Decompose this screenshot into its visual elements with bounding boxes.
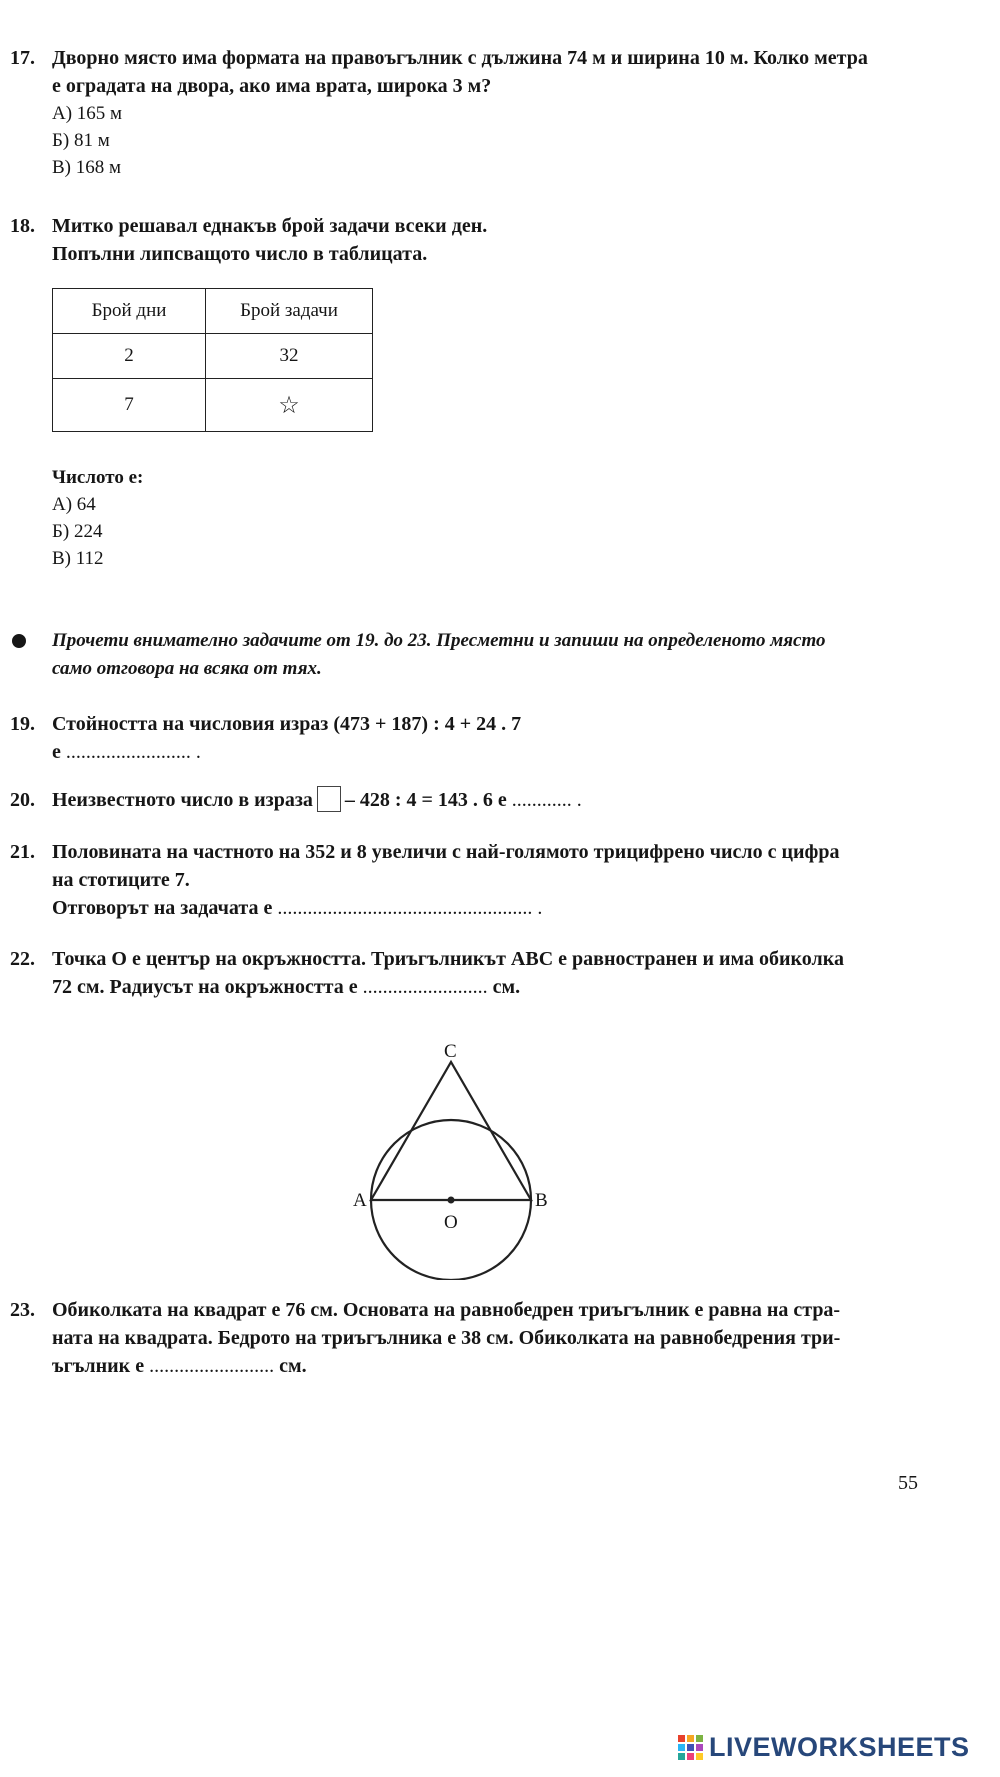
question-text: 72 см. Радиусът на окръжността е xyxy=(52,976,358,998)
data-table xyxy=(52,288,373,432)
question-text: – 428 : 4 = 143 . 6 е xyxy=(344,789,507,811)
option-c[interactable]: В) 168 м xyxy=(52,157,122,178)
label-c: C xyxy=(444,1041,457,1062)
answer-blank[interactable]: ......................... xyxy=(144,1355,280,1377)
question-text-line: Точка О е център на окръжността. Триъгълникът АВС е равностранен и има обиколка xyxy=(52,948,844,970)
instruction-line: Прочети внимателно задачите от 19. до 23. Пресметни и запиши на определеното място xyxy=(52,630,826,651)
option-a[interactable]: А) 64 xyxy=(52,494,96,515)
question-number: 17. xyxy=(10,47,35,69)
question-number: 22. xyxy=(10,948,35,970)
question-21 xyxy=(10,838,915,922)
question-number: 21. xyxy=(10,841,35,863)
answer-blank[interactable]: ............ . xyxy=(506,789,582,811)
bullet-icon xyxy=(12,634,26,648)
question-text-line: Митко решавал еднакъв брой задачи всеки ден. xyxy=(52,215,488,237)
question-text: ъгълник е xyxy=(52,1355,145,1377)
question-17 xyxy=(10,44,915,100)
answer-label: Числото е: xyxy=(52,467,144,488)
question-19 xyxy=(10,710,915,766)
question-22 xyxy=(10,945,915,1001)
question-number: 20. xyxy=(10,789,35,811)
star-icon: ☆ xyxy=(206,379,373,432)
label-b: B xyxy=(535,1190,548,1211)
question-text-line: Обиколката на квадрат е 76 см. Основата на равнобедрен триъгълник е равна на стра- xyxy=(52,1299,841,1321)
question-text: Неизвестното число в израза xyxy=(52,789,313,811)
question-23 xyxy=(10,1296,915,1380)
liveworksheets-logo-icon xyxy=(678,1735,703,1760)
question-text: е xyxy=(52,741,61,763)
circle-triangle-figure xyxy=(340,1020,560,1280)
label-o: O xyxy=(444,1212,458,1233)
question-text: Отговорът на задачата е xyxy=(52,897,273,919)
table-header-cell: Брой дни xyxy=(53,289,206,334)
answer-blank[interactable]: ......................... . xyxy=(60,741,201,763)
triangle-abc xyxy=(371,1062,531,1200)
table-cell: 7 xyxy=(53,379,206,432)
answer-blank[interactable]: ................................................... . xyxy=(272,897,543,919)
question-number: 18. xyxy=(10,215,35,237)
question-text-line: Половината на частното на 352 и 8 увеличи с най-голямото трицифрено число с цифра xyxy=(52,841,840,863)
table-header-row xyxy=(53,289,373,334)
option-c[interactable]: В) 112 xyxy=(52,548,104,569)
question-20 xyxy=(10,786,915,816)
question-text-line: ната на квадрата. Бедрото на триъгълника е 38 см. Обиколката на равнобедрения три- xyxy=(52,1327,841,1349)
unknown-number-box[interactable] xyxy=(317,786,341,812)
table-cell: 32 xyxy=(206,334,373,379)
question-18 xyxy=(10,212,915,268)
label-a: A xyxy=(353,1190,367,1211)
question-text-line: Стойността на числовия израз (473 + 187) : 4 + 24 . 7 xyxy=(52,713,522,735)
question-text-line: Попълни липсващото число в таблицата. xyxy=(52,243,428,265)
table-row xyxy=(53,334,373,379)
unit-label: см. xyxy=(492,976,521,998)
question-number: 23. xyxy=(10,1299,35,1321)
unit-label: см. xyxy=(279,1355,307,1377)
table-row xyxy=(53,379,373,432)
option-b[interactable]: Б) 224 xyxy=(52,521,103,542)
instruction-line: само отговора на всяка от тях. xyxy=(52,658,322,679)
table-cell: 2 xyxy=(53,334,206,379)
question-number: 19. xyxy=(10,713,35,735)
table-header-cell: Брой задачи xyxy=(206,289,373,334)
question-text-line: Дворно място има формата на правоъгълник с дължина 74 м и ширина 10 м. Колко метра xyxy=(52,47,868,69)
instruction xyxy=(52,627,922,683)
question-text-line: на стотиците 7. xyxy=(52,869,190,891)
brand-name: LIVEWORKSHEETS xyxy=(709,1731,970,1762)
option-a[interactable]: А) 165 м xyxy=(52,103,123,124)
option-b[interactable]: Б) 81 м xyxy=(52,130,110,151)
page-number: 55 xyxy=(898,1472,918,1494)
answer-blank[interactable]: ......................... xyxy=(357,976,493,998)
center-point xyxy=(448,1197,455,1204)
question-text-line: е оградата на двора, ако има врата, широка 3 м? xyxy=(52,75,492,97)
liveworksheets-brand[interactable] xyxy=(678,1730,970,1764)
